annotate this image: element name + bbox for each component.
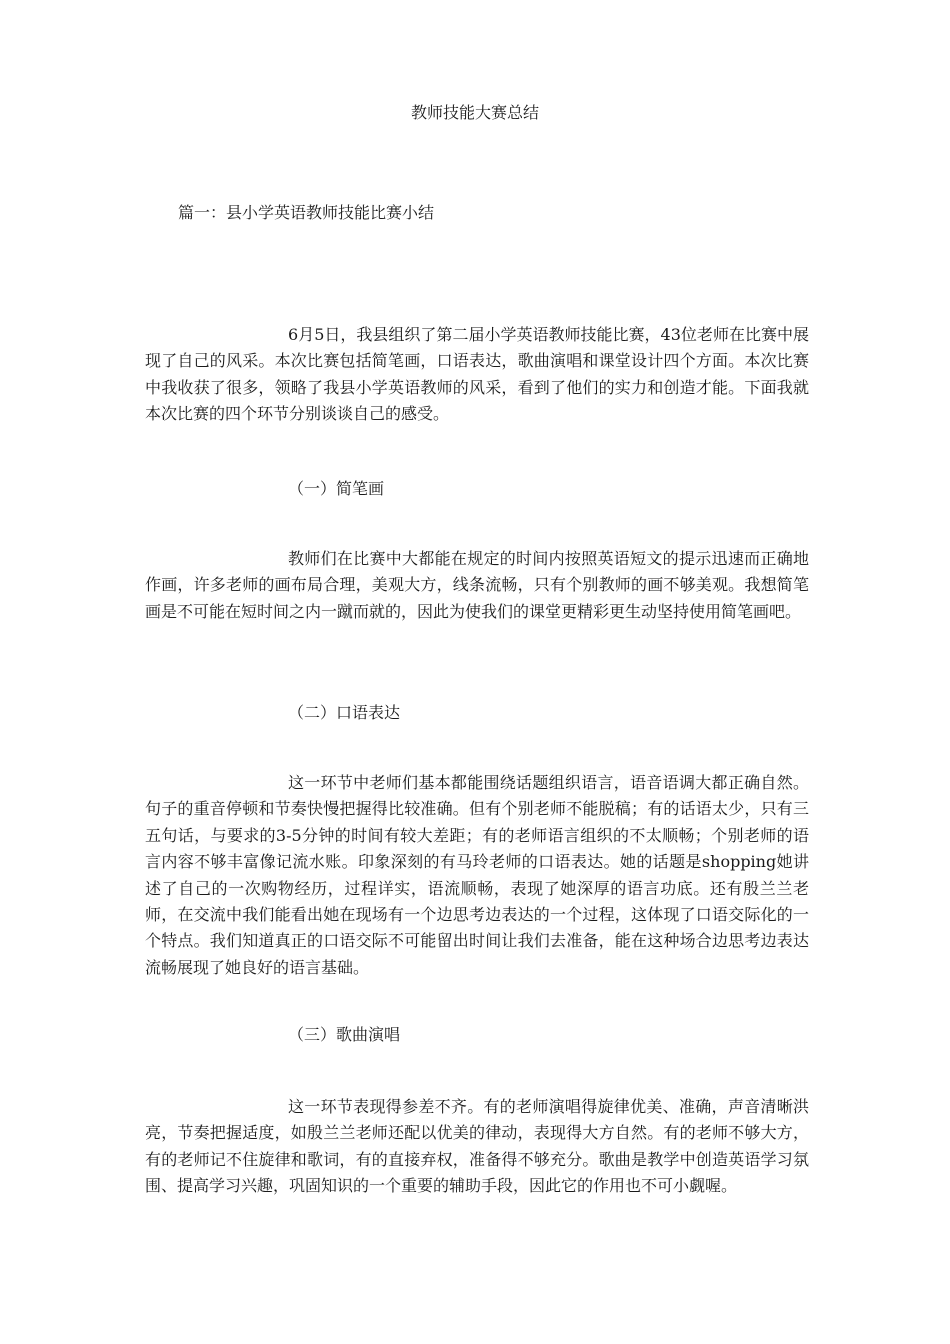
section-body-2: 这一环节中老师们基本都能围绕话题组织语言，语音语调大都正确自然。句子的重音停顿和节奏快慢把握得比较准确。但有个别老师不能脱稿；有的话语太少，只有三五句话，与要求的3-5分钟的时间有较大差距；有的老师语言组织的不太顺畅；个别老师的语言内容不够丰富像记流水账。印象深刻的有马玲老师的口语表达。她的话题是shopping她讲述了自己的一次购物经历，过程详实，语流顺畅，表现了她深厚的语言功底。还有殷兰兰老师，在交流中我们能看出她在现场有一个边思考边表达的一个过程，这体现了口语交际化的一个特点。我们知道真正的口语交际不可能留出时间让我们去准备，能在这种场合边思考边表达流畅展现了她良好的语言基础。: [145, 773, 809, 977]
document-subtitle: 篇一：县小学英语教师技能比赛小结: [178, 203, 435, 222]
section-body-1: 教师们在比赛中大都能在规定的时间内按照英语短文的提示迅速而正确地作画，许多老师的画布局合理，美观大方，线条流畅，只有个别教师的画不够美观。我想简笔画是不可能在短时间之内一蹴而就的，因此为使我们的课堂更精彩更生动坚持使用简笔画吧。: [145, 549, 809, 621]
intro-paragraph: 6月5日，我县组织了第二届小学英语教师技能比赛，43位老师在比赛中展现了自己的风采。本次比赛包括简笔画，口语表达，歌曲演唱和课堂设计四个方面。本次比赛中我收获了很多，领略了我县小学英语教师的风采，看到了他们的实力和创造才能。下面我就本次比赛的四个环节分别谈谈自己的感受。: [145, 325, 809, 424]
section-heading-1: （一）简笔画: [288, 479, 385, 498]
section-heading-3: （三）歌曲演唱: [288, 1025, 401, 1044]
section-heading-2: （二）口语表达: [288, 703, 401, 722]
document-title: 教师技能大赛总结: [410, 103, 539, 122]
section-body-3: 这一环节表现得参差不齐。有的老师演唱得旋律优美、准确，声音清晰洪亮，节奏把握适度，如殷兰兰老师还配以优美的律动，表现得大方自然。有的老师不够大方，有的老师记不住旋律和歌词，有的直接弃权，准备得不够充分。歌曲是教学中创造英语学习氛围、提高学习兴趣，巩固知识的一个重要的辅助手段，因此它的作用也不可小觑喔。: [145, 1097, 809, 1196]
